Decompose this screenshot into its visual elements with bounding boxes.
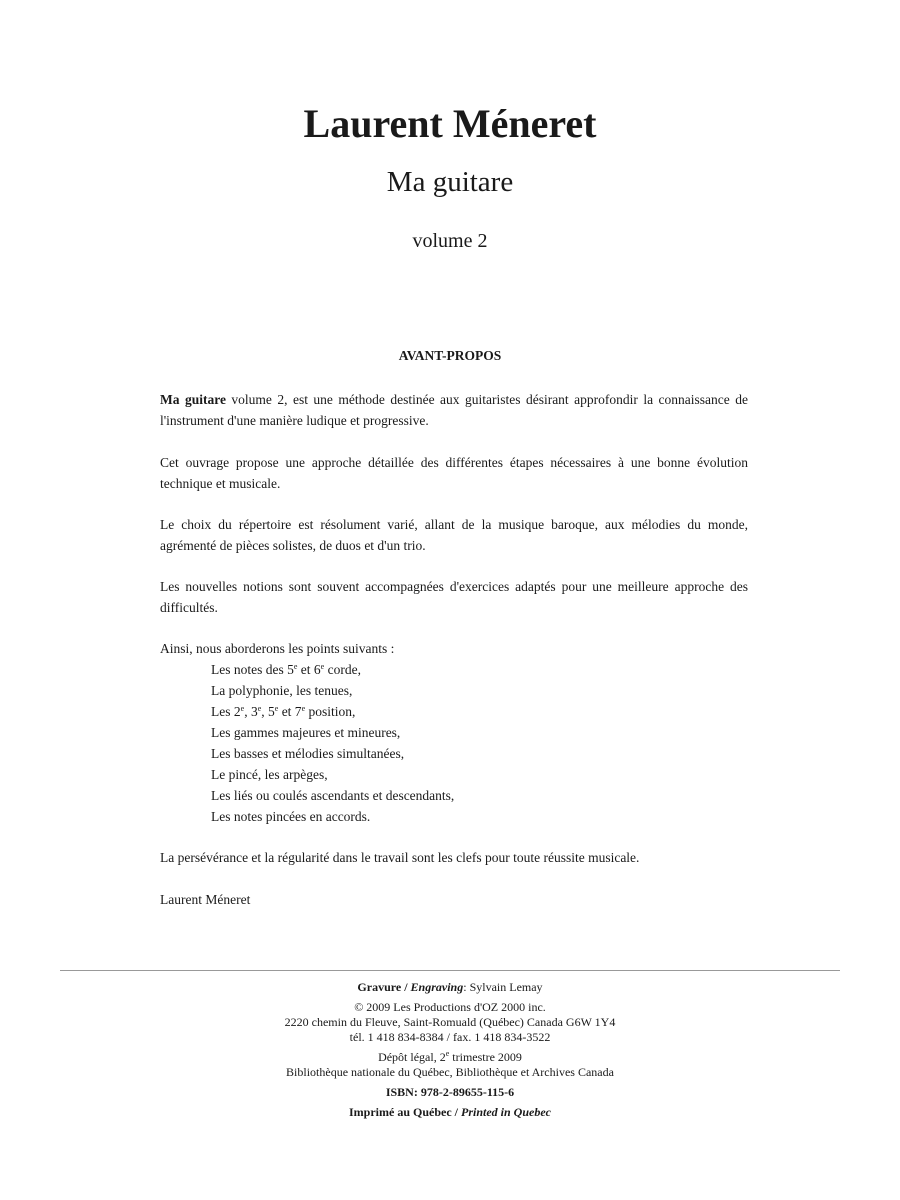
- list-item: Les 2e, 3e, 5e et 7e position,: [211, 704, 356, 719]
- publisher-address: 2220 chemin du Fleuve, Saint-Romuald (Québec) Canada G6W 1Y4: [284, 1015, 616, 1029]
- colophon: [0, 980, 900, 1120]
- list-item: Le pincé, les arpèges,: [211, 767, 328, 782]
- foreword-paragraph-4: Les nouvelles notions sont souvent accompagnées d'exercices adaptés pour une meilleure approche des difficultés.: [160, 579, 748, 615]
- foreword-signature: Laurent Méneret: [160, 892, 251, 907]
- foreword-closing: La persévérance et la régularité dans le travail sont les clefs pour toute réussite musicale.: [160, 850, 640, 865]
- list-item: Les gammes majeures et mineures,: [211, 725, 401, 740]
- publisher-phone: tél. 1 418 834-8384 / fax. 1 418 834-3522: [349, 1030, 551, 1044]
- foreword-paragraph-2: Cet ouvrage propose une approche détaillée des différentes étapes nécessaires à une bonne évolution technique et musicale.: [160, 455, 748, 491]
- engraving-credit: Gravure / Engraving: Sylvain Lemay: [357, 980, 543, 994]
- author-name: Laurent Méneret: [303, 101, 597, 146]
- isbn: ISBN: 978-2-89655-115-6: [385, 1085, 515, 1099]
- printed-in: Imprimé au Québec / Printed in Quebec: [349, 1105, 551, 1119]
- volume-label: volume 2: [412, 230, 488, 252]
- foreword-heading: AVANT-PROPOS: [398, 348, 502, 363]
- paragraph-1-bold-title: Ma guitare: [160, 392, 226, 407]
- foreword-paragraph-1: [160, 389, 748, 431]
- colophon-divider: [60, 970, 840, 971]
- points-intro: Ainsi, nous aborderons les points suivants :: [160, 641, 395, 656]
- paragraph-1-text: volume 2, est une méthode destinée aux guitaristes désirant approfondir la connaissance de l'instrument d'une manière ludique et progressive.: [160, 392, 748, 428]
- list-item: Les notes des 5e et 6e corde,: [211, 662, 361, 677]
- list-item: La polyphonie, les tenues,: [211, 683, 353, 698]
- list-item: Les liés ou coulés ascendants et descendants,: [211, 788, 455, 803]
- legal-deposit: Dépôt légal, 2e trimestre 2009: [378, 1049, 522, 1064]
- copyright-line: © 2009 Les Productions d'OZ 2000 inc.: [354, 1000, 546, 1014]
- foreword-paragraph-3: Le choix du répertoire est résolument varié, allant de la musique baroque, aux mélodies du monde, agrémenté de pièces solistes, de duos et d'un trio.: [160, 517, 748, 553]
- points-list: [160, 659, 748, 827]
- library-line: Bibliothèque nationale du Québec, Bibliothèque et Archives Canada: [286, 1065, 614, 1079]
- foreword-points-section: [160, 638, 748, 827]
- list-item: Les basses et mélodies simultanées,: [211, 746, 405, 761]
- list-item: Les notes pincées en accords.: [211, 809, 371, 824]
- book-title: Ma guitare: [386, 166, 514, 198]
